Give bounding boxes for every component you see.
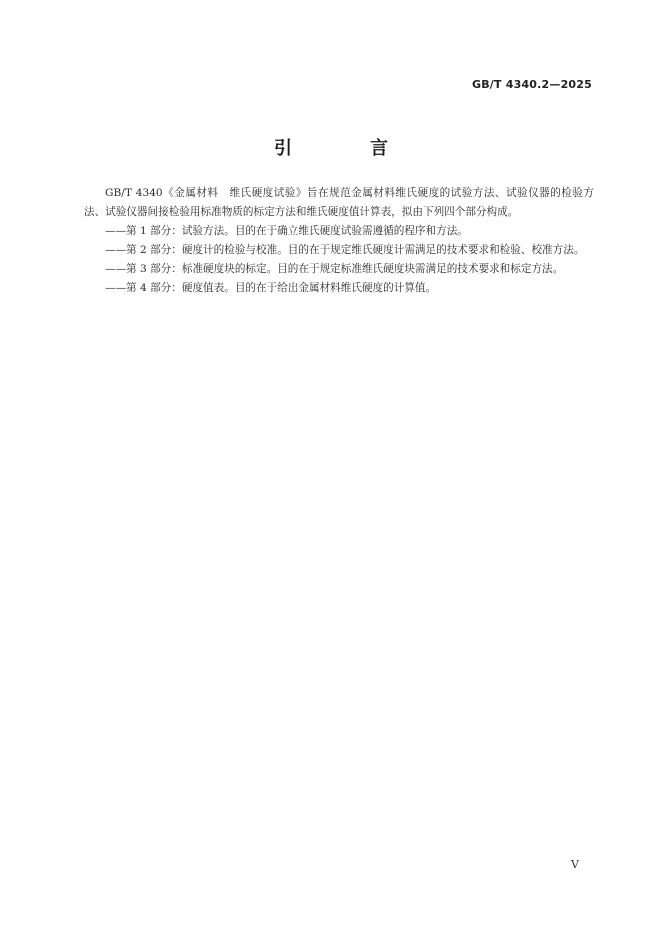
part-2-text: 第 2 部分：硬度计的检验与校准。目的在于规定维氏硬度计需满足的技术要求和检验、校准方法。 (126, 244, 585, 256)
list-item-part-2 (84, 241, 594, 260)
intro-paragraph: GB/T 4340《金属材料 维氏硬度试验》旨在规范金属材料维氏硬度的试验方法、试验仪器的检验方法、试验仪器间接检验用标准物质的标定方法和维氏硬度值计算表，拟由下列四个部分构成。 (84, 187, 594, 218)
introduction-body (84, 184, 594, 298)
list-item-part-4 (84, 279, 594, 298)
list-item-part-3 (84, 260, 594, 279)
part-4-text: 第 4 部分：硬度值表。目的在于给出金属材料维氏硬度的计算值。 (126, 282, 437, 294)
page-number: V (571, 858, 579, 871)
part-3-text: 第 3 部分：标准硬度块的标定。目的在于规定标准维氏硬度块需满足的技术要求和标定方法。 (126, 263, 564, 275)
page-title: 引 言 (274, 138, 418, 159)
standard-number: GB/T 4340.2—2025 (471, 78, 592, 91)
dash-marker: —— (105, 282, 127, 294)
part-1-text: 第 1 部分：试验方法。目的在于确立维氏硬度试验需遵循的程序和方法。 (126, 225, 468, 237)
dash-marker: —— (105, 244, 127, 256)
list-item-part-1 (84, 222, 594, 241)
dash-marker: —— (105, 225, 127, 237)
dash-marker: —— (105, 263, 127, 275)
